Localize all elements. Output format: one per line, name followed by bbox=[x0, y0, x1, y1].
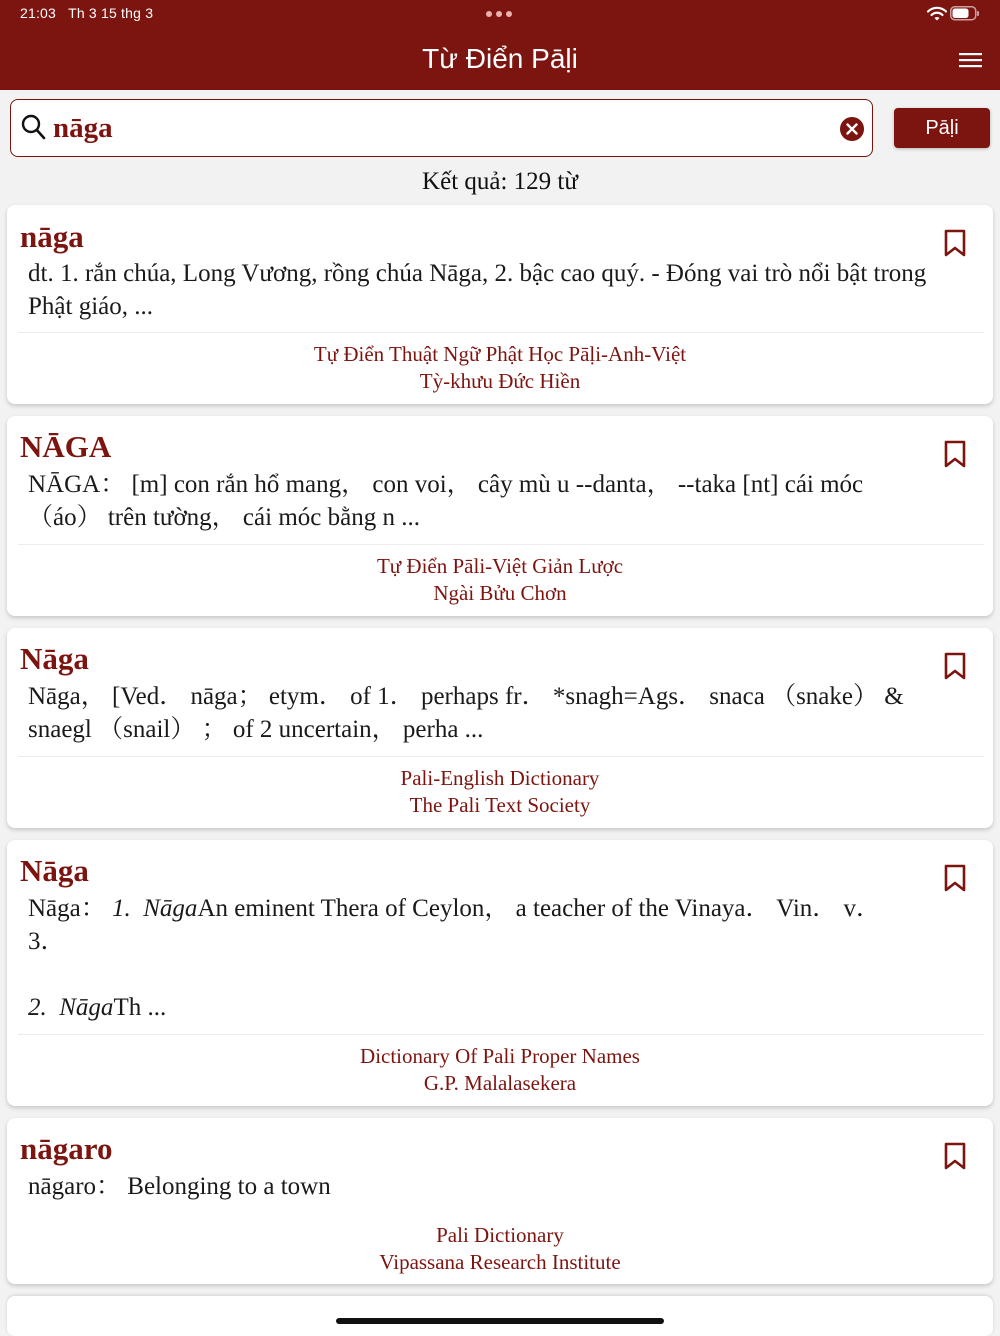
dictionary-name: Pali Dictionary bbox=[436, 1223, 564, 1247]
bookmark-icon[interactable] bbox=[943, 440, 967, 468]
bookmark-icon[interactable] bbox=[943, 864, 967, 892]
result-count: Kết quả: 129 từ bbox=[422, 168, 578, 195]
result-card[interactable] bbox=[7, 1118, 993, 1284]
result-card-partial[interactable] bbox=[7, 1296, 993, 1336]
dictionary-name: Dictionary Of Pali Proper Names bbox=[360, 1044, 640, 1068]
app-header bbox=[0, 0, 1000, 90]
bookmark-icon[interactable] bbox=[943, 229, 967, 257]
card-divider bbox=[18, 756, 984, 757]
entry-headword: nāgaro bbox=[20, 1131, 113, 1166]
card-divider bbox=[18, 1034, 984, 1035]
definition-term: Nāga bbox=[59, 994, 114, 1021]
bookmark-icon[interactable] bbox=[943, 652, 967, 680]
dictionary-author: Ngài Bửu Chơn bbox=[433, 581, 567, 605]
result-card[interactable] bbox=[7, 628, 993, 828]
dictionary-author: G.P. Malalasekera bbox=[423, 1071, 577, 1095]
card-divider bbox=[18, 332, 984, 333]
result-card[interactable] bbox=[7, 840, 993, 1106]
entry-definition: nāgaro： Belonging to a town bbox=[28, 1173, 331, 1200]
battery-icon bbox=[950, 6, 980, 21]
app-title: Từ Điển Pāḷi bbox=[422, 43, 578, 74]
card-divider bbox=[18, 544, 984, 545]
definition-number: 2. bbox=[28, 994, 47, 1021]
dictionary-author: Vipassana Research Institute bbox=[379, 1250, 621, 1274]
entry-definition: dt. 1. rắn chúa, Long Vương, rồng chúa Nāga, 2. bậc cao quý. - Đóng vai trò nổi bật trong Phật giáo, ... bbox=[28, 260, 933, 320]
home-indicator[interactable] bbox=[336, 1318, 664, 1324]
dictionary-author: Tỳ-khưu Đức Hiền bbox=[419, 369, 581, 393]
entry-headword: nāga bbox=[20, 219, 84, 254]
definition-text: An eminent Thera of Ceylon， a teacher of the Vinaya． Vin． v． 3． bbox=[28, 895, 888, 955]
dictionary-author: The Pali Text Society bbox=[409, 793, 591, 817]
dictionary-name: Pali-English Dictionary bbox=[400, 766, 600, 790]
result-card[interactable] bbox=[7, 205, 993, 404]
bookmark-icon[interactable] bbox=[943, 1142, 967, 1170]
entry-headword: Nāga bbox=[20, 853, 89, 888]
hamburger-menu-icon[interactable] bbox=[958, 50, 984, 70]
definition-lead: Nāga： bbox=[28, 895, 112, 922]
dictionary-name: Tự Điển Thuật Ngữ Phật Học Pāḷi-Anh-Việt bbox=[313, 342, 687, 366]
entry-definition: NĀGA： [m] con rắn hổ mang， con voi， cây mù u --danta， --taka [nt] cái móc （áo） trên tường， cái móc bằng n ... bbox=[28, 471, 870, 531]
multitasking-dots-icon[interactable] bbox=[486, 11, 512, 17]
search-input[interactable] bbox=[53, 106, 823, 150]
wifi-icon bbox=[926, 6, 948, 22]
entry-definition bbox=[28, 892, 908, 1024]
status-date: Th 3 15 thg 3 bbox=[68, 5, 154, 21]
status-time: 21:03 bbox=[20, 5, 57, 21]
definition-term: Nāga bbox=[143, 895, 198, 922]
search-icon bbox=[21, 114, 47, 142]
status-bar-time bbox=[20, 5, 153, 21]
entry-definition: Nāga， [Ved． nāga； etym． of 1． perhaps fr． *snagh=Ags． snaca （snake） & snaegl （snail） ； of 2 uncertain， perha ... bbox=[28, 683, 910, 743]
language-toggle-button[interactable]: Pāḷi bbox=[894, 108, 990, 148]
entry-headword: Nāga bbox=[20, 641, 89, 676]
entry-headword: NĀGA bbox=[20, 429, 112, 464]
clear-search-icon[interactable] bbox=[839, 116, 865, 142]
definition-number: 1. bbox=[112, 895, 131, 922]
result-card[interactable] bbox=[7, 416, 993, 616]
definition-text: Th ... bbox=[113, 994, 167, 1021]
dictionary-name: Tự Điển Pāli-Việt Giản Lược bbox=[376, 554, 624, 578]
search-box[interactable] bbox=[10, 99, 873, 157]
